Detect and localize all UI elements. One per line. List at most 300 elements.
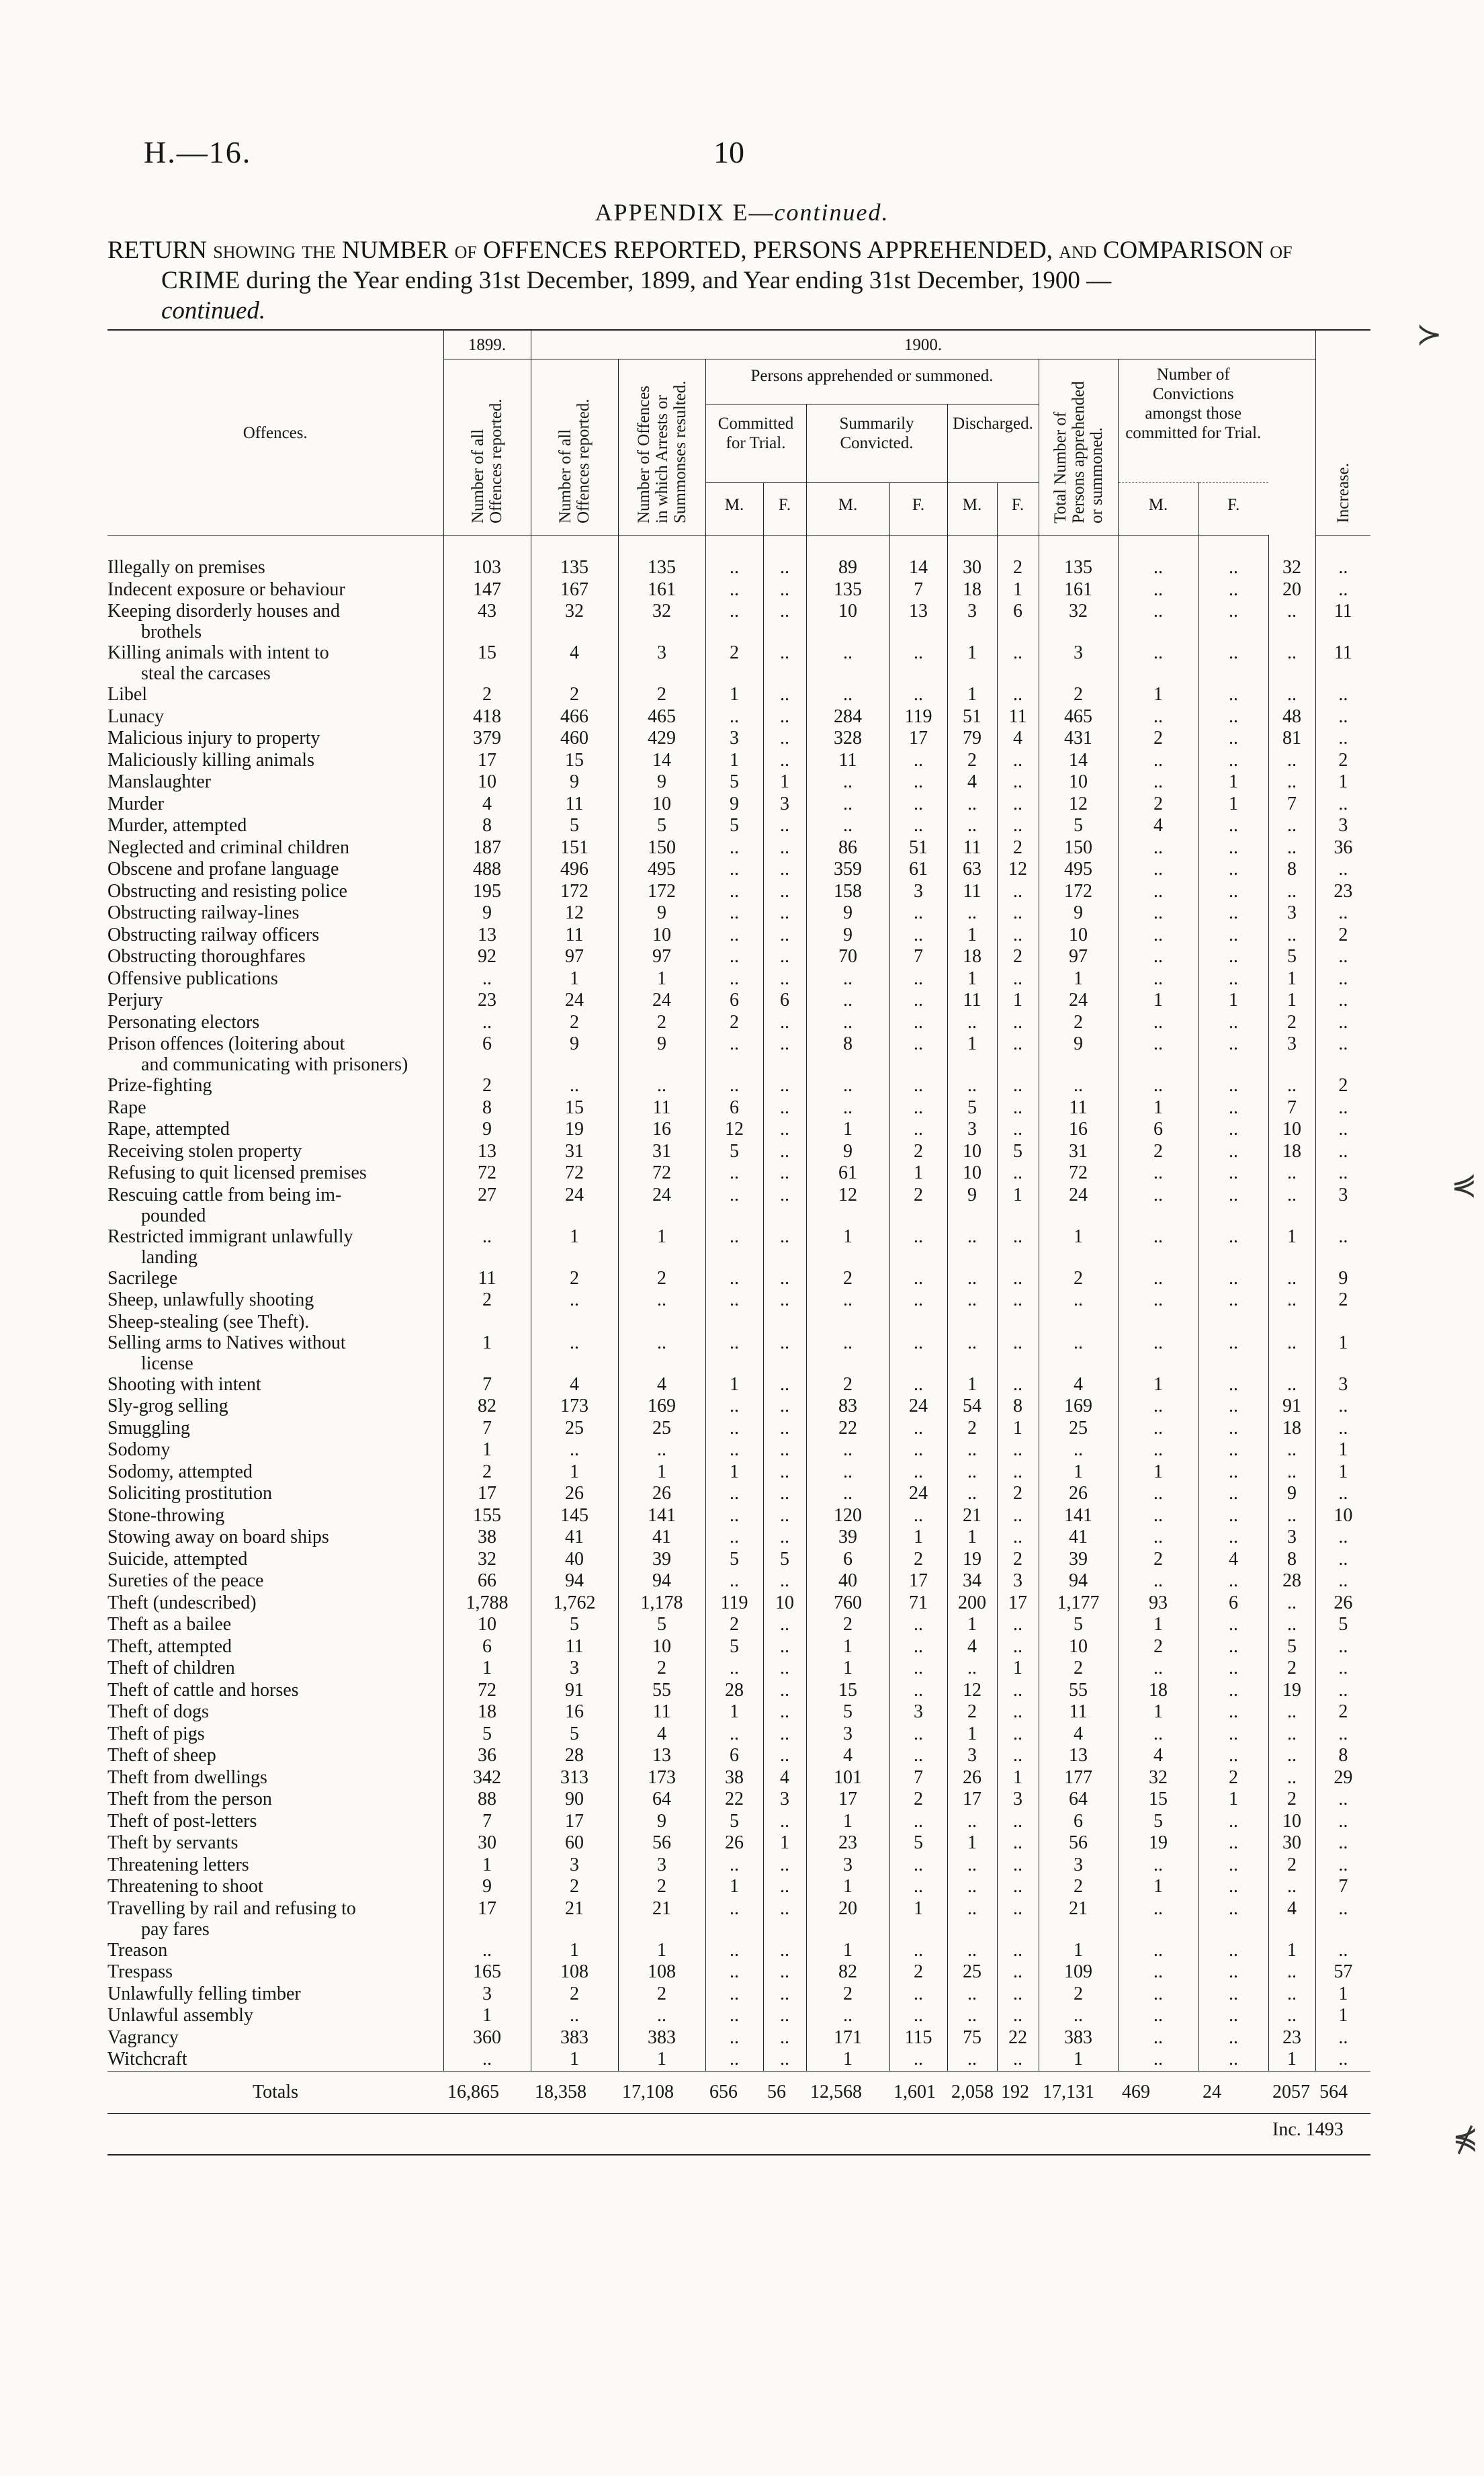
table-cell <box>618 1312 705 1332</box>
table-cell: 1 <box>806 1876 889 1898</box>
table-cell: 2 <box>1268 1789 1315 1811</box>
table-cell: 89 <box>806 557 889 579</box>
table-cell: 1 <box>705 1374 763 1396</box>
table-cell: .. <box>1315 1226 1370 1268</box>
table-cell: 7 <box>889 946 947 968</box>
table-cell: .. <box>997 2049 1039 2071</box>
table-cell: 1 <box>1118 1097 1198 1119</box>
table-cell: 1 <box>1315 1983 1370 2006</box>
table-cell: 17 <box>997 1592 1039 1615</box>
offence-name <box>107 1141 443 1163</box>
table-cell: 171 <box>806 2027 889 2049</box>
table-cell: 1 <box>705 684 763 706</box>
table-cell: .. <box>1198 1439 1268 1461</box>
table-cell: .. <box>806 1483 889 1505</box>
table-cell: .. <box>997 902 1039 925</box>
table-cell: .. <box>763 1961 806 1983</box>
table-cell: .. <box>997 881 1039 903</box>
table-cell: .. <box>997 1268 1039 1290</box>
table-cell: .. <box>1268 2005 1315 2027</box>
table-cell <box>997 1312 1039 1332</box>
table-cell <box>889 1312 947 1332</box>
return-title-line-1: RETURN showing the NUMBER of OFFENCES REPORTED, PERSONS APPREHENDED, and COMPARISON of <box>107 237 1293 264</box>
table-cell: 313 <box>531 1767 618 1789</box>
table-cell: .. <box>997 1505 1039 1527</box>
table-cell: 108 <box>618 1961 705 1983</box>
table-cell: .. <box>806 642 889 684</box>
table-cell: .. <box>763 750 806 772</box>
table-cell: 1 <box>947 968 997 990</box>
table-cell: 51 <box>889 837 947 859</box>
table-cell: 97 <box>1039 946 1118 968</box>
table-row <box>107 684 1370 706</box>
offence-label-continued: steal the carcases <box>141 663 271 684</box>
margin-mark-middle: ⋞ <box>1451 1167 1477 1201</box>
table-cell: .. <box>889 1097 947 1119</box>
offence-name <box>107 1832 443 1854</box>
table-cell: .. <box>763 946 806 968</box>
table-cell: 359 <box>806 859 889 881</box>
table-cell: .. <box>1118 1439 1198 1461</box>
offence-label: Obstructing and resisting police <box>107 880 347 902</box>
table-cell: 1,178 <box>618 1592 705 1615</box>
table-cell: 2 <box>618 1658 705 1680</box>
table-cell: .. <box>1198 1418 1268 1440</box>
table-cell: 2 <box>1039 1658 1118 1680</box>
offence-name <box>107 2049 443 2071</box>
table-cell: 1 <box>889 1527 947 1549</box>
table-cell: 145 <box>531 1505 618 1527</box>
table-cell: .. <box>1198 1075 1268 1097</box>
table-cell: 1 <box>705 1701 763 1723</box>
offence-label: Theft of sheep <box>107 1745 216 1766</box>
table-cell: .. <box>1118 1527 1198 1549</box>
table-cell: .. <box>1198 1723 1268 1746</box>
offence-name <box>107 1289 443 1312</box>
table-cell: .. <box>1268 1592 1315 1615</box>
table-cell: 5 <box>705 1636 763 1658</box>
table-cell: 11 <box>947 881 997 903</box>
table-cell: .. <box>1198 1226 1268 1268</box>
table-row <box>107 728 1370 750</box>
table-cell: 10 <box>947 1162 997 1185</box>
table-row <box>107 1033 1370 1075</box>
table-cell: .. <box>1198 728 1268 750</box>
table-cell: .. <box>806 794 889 816</box>
offence-label: Neglected and criminal children <box>107 837 349 858</box>
table-cell: 119 <box>889 706 947 728</box>
net-increase: Inc. 1493 <box>1268 2113 1370 2155</box>
col-convictions: Number of Convictions amongst those committed for Trial. <box>1118 359 1268 483</box>
offence-name <box>107 990 443 1012</box>
table-cell: 24 <box>618 1185 705 1226</box>
table-cell: .. <box>763 601 806 642</box>
table-cell: 32 <box>1268 557 1315 579</box>
table-cell: .. <box>806 968 889 990</box>
table-cell: .. <box>618 1439 705 1461</box>
table-row <box>107 1658 1370 1680</box>
table-cell: .. <box>1198 1570 1268 1592</box>
table-cell: .. <box>1118 837 1198 859</box>
table-cell: .. <box>806 1012 889 1034</box>
table-cell: 418 <box>443 706 531 728</box>
table-cell: .. <box>997 794 1039 816</box>
table-cell: .. <box>763 837 806 859</box>
offence-label: Rape, attempted <box>107 1119 230 1140</box>
table-cell <box>705 1312 763 1332</box>
table-cell: .. <box>1198 1119 1268 1141</box>
table-cell: .. <box>705 1527 763 1549</box>
table-cell: 2 <box>997 946 1039 968</box>
table-cell: .. <box>997 1680 1039 1702</box>
totals-row <box>107 2071 1370 2113</box>
offence-label: Sureties of the peace <box>107 1570 264 1591</box>
table-cell: 3 <box>889 1701 947 1723</box>
table-cell: .. <box>763 859 806 881</box>
table-cell: 26 <box>618 1483 705 1505</box>
table-row <box>107 1289 1370 1312</box>
col-summarily-f: F. <box>889 483 947 536</box>
table-cell: 3 <box>806 1854 889 1877</box>
table-cell: .. <box>1198 1268 1268 1290</box>
table-cell: .. <box>1268 1745 1315 1767</box>
table-cell: 11 <box>531 1636 618 1658</box>
table-cell: 11 <box>1315 601 1370 642</box>
table-cell: .. <box>1315 1033 1370 1075</box>
table-cell: 2 <box>1315 925 1370 947</box>
table-cell: .. <box>705 579 763 601</box>
table-cell: 4 <box>763 1767 806 1789</box>
table-cell: 36 <box>443 1745 531 1767</box>
offence-label-continued: pay fares <box>141 1918 210 1940</box>
table-cell: .. <box>1268 601 1315 642</box>
table-cell: 2 <box>531 684 618 706</box>
table-cell: 32 <box>1039 601 1118 642</box>
table-row <box>107 837 1370 859</box>
table-cell: .. <box>763 1418 806 1440</box>
table-cell: .. <box>1198 1636 1268 1658</box>
table-cell: 2 <box>947 1701 997 1723</box>
table-cell: .. <box>705 1396 763 1418</box>
table-cell: 161 <box>1039 579 1118 601</box>
table-cell: 24 <box>889 1483 947 1505</box>
totals-cell: 2,058 <box>947 2071 997 2113</box>
table-cell: 2 <box>806 1614 889 1636</box>
offence-label: Vagrancy <box>107 2026 179 2048</box>
table-cell: 2 <box>997 1549 1039 1571</box>
table-cell: .. <box>1315 706 1370 728</box>
table-cell: .. <box>997 1940 1039 1962</box>
offence-label: Theft from dwellings <box>107 1766 267 1788</box>
table-row <box>107 1527 1370 1549</box>
table-cell: 71 <box>889 1592 947 1615</box>
table-cell: .. <box>1315 1396 1370 1418</box>
table-cell: 30 <box>443 1832 531 1854</box>
table-cell: 1 <box>443 1658 531 1680</box>
table-cell: 9 <box>1039 1033 1118 1075</box>
table-cell: .. <box>705 1505 763 1527</box>
table-cell: 1 <box>531 2049 618 2071</box>
table-cell: 5 <box>705 1549 763 1571</box>
table-cell: 31 <box>1039 1141 1118 1163</box>
table-cell: .. <box>997 1876 1039 1898</box>
table-cell: 14 <box>618 750 705 772</box>
table-cell: .. <box>705 946 763 968</box>
table-cell: 1 <box>947 1723 997 1746</box>
table-cell: .. <box>1268 881 1315 903</box>
table-cell: 4 <box>1118 815 1198 837</box>
table-cell: 26 <box>947 1767 997 1789</box>
offence-name <box>107 1396 443 1418</box>
totals-label: Totals <box>107 2071 443 2113</box>
table-cell: 161 <box>618 579 705 601</box>
table-row <box>107 1876 1370 1898</box>
table-cell: 24 <box>889 1396 947 1418</box>
table-cell: 115 <box>889 2027 947 2049</box>
offence-name <box>107 2005 443 2027</box>
table-cell: .. <box>1268 750 1315 772</box>
table-cell: .. <box>1198 1461 1268 1484</box>
table-cell: 1 <box>443 1439 531 1461</box>
table-cell: .. <box>1268 1723 1315 1746</box>
table-cell: .. <box>1118 1075 1198 1097</box>
table-cell: .. <box>997 1439 1039 1461</box>
table-cell: 21 <box>1039 1898 1118 1940</box>
table-cell: .. <box>443 1226 531 1268</box>
table-cell: .. <box>889 1119 947 1141</box>
table-cell: .. <box>1198 925 1268 947</box>
totals-cell: 56 <box>763 2071 806 2113</box>
table-cell: .. <box>806 2005 889 2027</box>
table-cell: .. <box>947 1983 997 2006</box>
table-cell: .. <box>947 1332 997 1374</box>
table-cell: 1 <box>806 1226 889 1268</box>
table-cell: 5 <box>1268 1636 1315 1658</box>
table-cell: 11 <box>618 1097 705 1119</box>
offence-label: Shooting with intent <box>107 1373 261 1395</box>
table-cell: 1 <box>1198 794 1268 816</box>
offence-name <box>107 1439 443 1461</box>
table-cell: .. <box>1198 1876 1268 1898</box>
offence-name <box>107 1527 443 1549</box>
offence-name <box>107 1723 443 1746</box>
table-cell: .. <box>889 1983 947 2006</box>
table-cell: .. <box>889 1723 947 1746</box>
table-cell: 465 <box>1039 706 1118 728</box>
table-cell: 431 <box>1039 728 1118 750</box>
table-cell: 25 <box>531 1418 618 1440</box>
table-cell: 9 <box>443 1876 531 1898</box>
table-cell: 4 <box>997 728 1039 750</box>
offence-name <box>107 1983 443 2006</box>
offence-label: Witchcraft <box>107 2049 187 2069</box>
table-cell: 90 <box>531 1789 618 1811</box>
table-cell: .. <box>763 2049 806 2071</box>
table-cell: .. <box>763 881 806 903</box>
table-cell: 1 <box>806 1636 889 1658</box>
table-row <box>107 2005 1370 2027</box>
table-cell: 75 <box>947 2027 997 2049</box>
table-cell: 15 <box>443 642 531 684</box>
table-cell: 2 <box>443 1075 531 1097</box>
table-cell: 3 <box>618 642 705 684</box>
offence-label: Prison offences (loitering about <box>107 1033 345 1054</box>
table-cell: .. <box>1039 1075 1118 1097</box>
offence-label-continued: landing <box>141 1246 198 1268</box>
table-cell: 2 <box>806 1268 889 1290</box>
table-cell: 1 <box>1268 1226 1315 1268</box>
offence-name <box>107 1097 443 1119</box>
table-cell: 10 <box>443 771 531 794</box>
table-cell: .. <box>1118 1723 1198 1746</box>
table-cell: .. <box>1118 1854 1198 1877</box>
offence-label: Keeping disorderly houses and <box>107 601 341 622</box>
table-cell: 17 <box>889 728 947 750</box>
table-cell: .. <box>763 1332 806 1374</box>
table-cell: 1 <box>997 1418 1039 1440</box>
table-cell: .. <box>705 902 763 925</box>
offence-name <box>107 1185 443 1226</box>
table-row <box>107 990 1370 1012</box>
table-cell: 1 <box>443 1854 531 1877</box>
table-cell: 1,788 <box>443 1592 531 1615</box>
table-cell: 495 <box>1039 859 1118 881</box>
table-cell: .. <box>997 968 1039 990</box>
table-cell: 3 <box>618 1854 705 1877</box>
table-cell: .. <box>763 2005 806 2027</box>
offence-name <box>107 1940 443 1962</box>
table-cell: 40 <box>531 1549 618 1571</box>
table-cell: .. <box>1198 1483 1268 1505</box>
table-cell: 2 <box>997 557 1039 579</box>
table-cell: .. <box>763 1033 806 1075</box>
table-cell: .. <box>889 902 947 925</box>
table-cell: .. <box>806 1439 889 1461</box>
table-cell: 10 <box>1315 1505 1370 1527</box>
table-cell: 10 <box>1268 1119 1315 1141</box>
table-row <box>107 1898 1370 1940</box>
table-cell <box>947 1312 997 1332</box>
table-cell: 18 <box>947 579 997 601</box>
table-cell: 12 <box>997 859 1039 881</box>
table-cell: .. <box>1118 601 1198 642</box>
table-cell: 2 <box>531 1268 618 1290</box>
table-cell: .. <box>705 1332 763 1374</box>
table-cell: 72 <box>443 1162 531 1185</box>
table-cell: .. <box>1268 684 1315 706</box>
table-cell: 24 <box>618 990 705 1012</box>
table-cell: .. <box>1118 1898 1198 1940</box>
table-cell: 1 <box>531 968 618 990</box>
table-cell: 11 <box>1039 1097 1118 1119</box>
table-cell: 167 <box>531 579 618 601</box>
table-cell: 16 <box>1039 1119 1118 1141</box>
table-cell: .. <box>997 1723 1039 1746</box>
table-row <box>107 1680 1370 1702</box>
table-cell: .. <box>997 1961 1039 1983</box>
table-cell: .. <box>997 1983 1039 2006</box>
table-cell: .. <box>1118 881 1198 903</box>
table-cell: .. <box>889 1075 947 1097</box>
table-cell: .. <box>1198 601 1268 642</box>
offence-label: Unlawful assembly <box>107 2005 253 2026</box>
offence-label: Obstructing thoroughfares <box>107 946 306 967</box>
offence-name <box>107 1549 443 1571</box>
table-cell: 91 <box>531 1680 618 1702</box>
offence-label: Sheep-stealing (see Theft). <box>107 1311 310 1332</box>
table-cell: 760 <box>806 1592 889 1615</box>
table-cell: .. <box>1198 1680 1268 1702</box>
table-cell: .. <box>997 815 1039 837</box>
table-cell: .. <box>1198 837 1268 859</box>
table-row <box>107 859 1370 881</box>
table-cell: 1,762 <box>531 1592 618 1615</box>
table-cell: .. <box>997 1701 1039 1723</box>
table-cell: .. <box>763 1570 806 1592</box>
table-row <box>107 1723 1370 1746</box>
table-cell: .. <box>997 1636 1039 1658</box>
table-cell: .. <box>1315 1119 1370 1141</box>
table-row <box>107 1940 1370 1962</box>
table-cell: .. <box>705 1483 763 1505</box>
table-cell: .. <box>1198 1614 1268 1636</box>
table-cell: 94 <box>1039 1570 1118 1592</box>
table-cell: 2 <box>1268 1658 1315 1680</box>
offence-label: Threatening letters <box>107 1854 249 1875</box>
table-cell: 8 <box>443 815 531 837</box>
table-cell: 2 <box>618 1012 705 1034</box>
offence-label: Indecent exposure or behaviour <box>107 579 345 600</box>
table-cell: 18 <box>1268 1418 1315 1440</box>
table-cell: 1 <box>1039 1226 1118 1268</box>
table-cell: 1 <box>1198 990 1268 1012</box>
table-cell: 1 <box>806 1658 889 1680</box>
table-cell: .. <box>705 1268 763 1290</box>
table-cell: 1 <box>806 1811 889 1833</box>
table-cell: 38 <box>443 1527 531 1549</box>
offence-name <box>107 1374 443 1396</box>
table-cell: 173 <box>618 1767 705 1789</box>
table-cell: 2 <box>443 684 531 706</box>
offence-name <box>107 1461 443 1484</box>
table-cell: .. <box>1315 1854 1370 1877</box>
return-title-line-3: continued. <box>161 297 266 325</box>
table-cell: 1 <box>705 750 763 772</box>
table-cell: 82 <box>443 1396 531 1418</box>
table-cell: .. <box>1268 771 1315 794</box>
table-cell: .. <box>947 1289 997 1312</box>
table-row <box>107 750 1370 772</box>
table-cell: 1 <box>1268 968 1315 990</box>
table-cell: 19 <box>947 1549 997 1571</box>
table-cell: 2 <box>1039 1876 1118 1898</box>
offence-name <box>107 1614 443 1636</box>
table-cell: 2 <box>1315 1289 1370 1312</box>
table-cell: 5 <box>618 815 705 837</box>
table-cell: 10 <box>1268 1811 1315 1833</box>
table-cell: 3 <box>531 1658 618 1680</box>
table-cell: 1 <box>997 1767 1039 1789</box>
offence-name <box>107 706 443 728</box>
table-cell: .. <box>763 1162 806 1185</box>
table-cell: .. <box>763 1527 806 1549</box>
table-row <box>107 794 1370 816</box>
table-cell: .. <box>889 1680 947 1702</box>
table-cell: 3 <box>763 794 806 816</box>
table-cell: 25 <box>1039 1418 1118 1440</box>
table-cell: 81 <box>1268 728 1315 750</box>
table-cell: 5 <box>947 1097 997 1119</box>
